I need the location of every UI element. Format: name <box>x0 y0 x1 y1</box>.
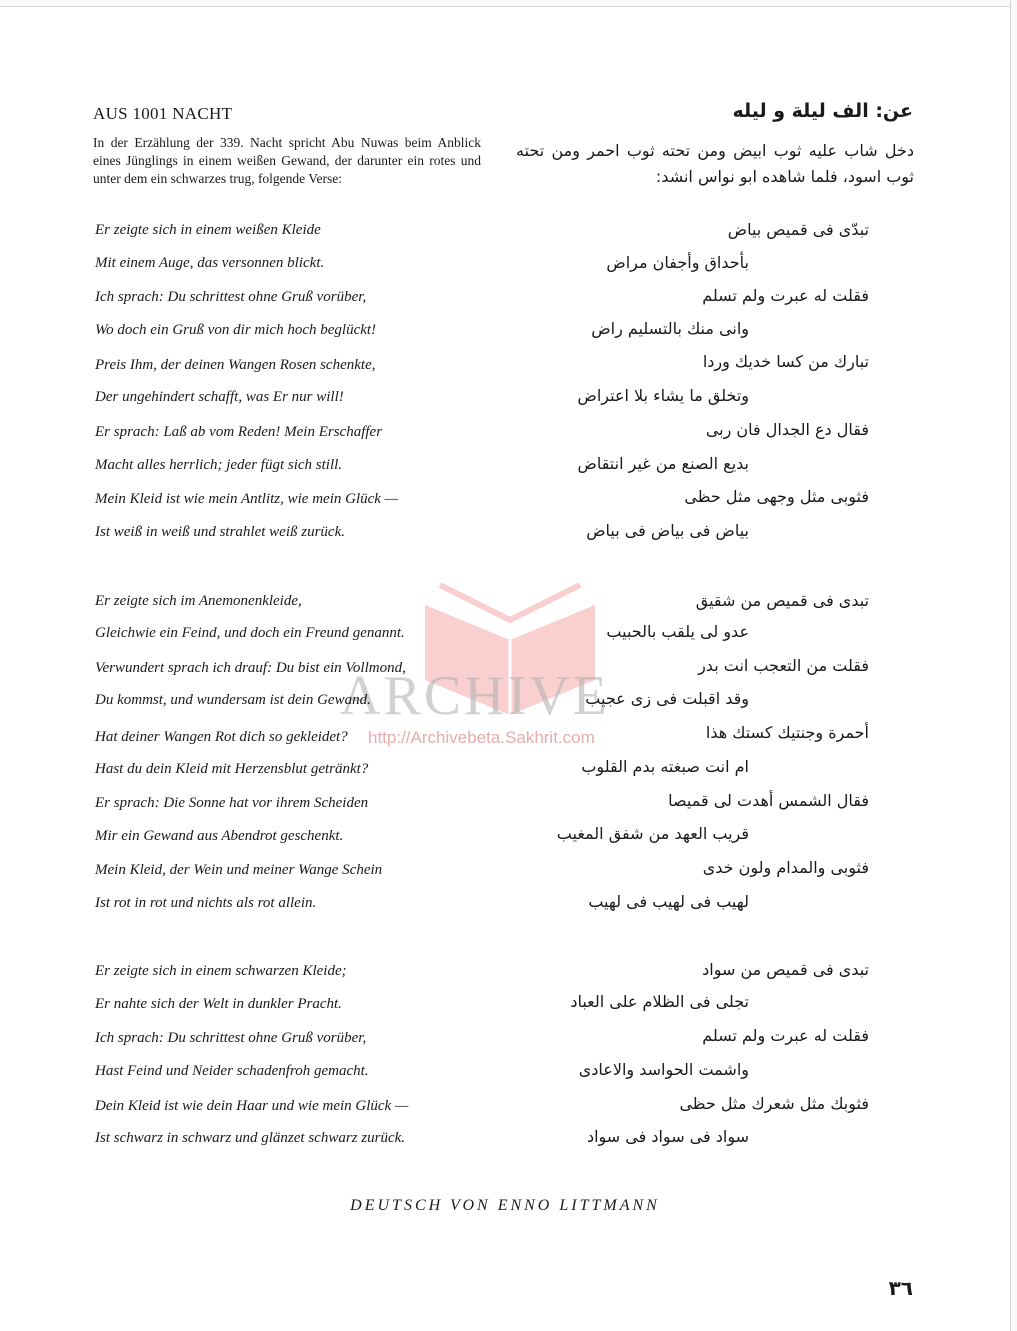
arabic-verse-line: وقد اقبلت فى زى عجيب <box>585 689 749 708</box>
german-verse-line: Hast Feind und Neider schadenfroh gemacht. <box>95 1063 369 1079</box>
german-verse-line: Er zeigte sich in einem schwarzen Kleide; <box>95 963 347 979</box>
german-verse-line: Er zeigte sich im Anemonenkleide, <box>95 593 302 609</box>
arabic-intro: دخل شاب عليه ثوب ابيض ومن تحته ثوب احمر ومن تحته ثوب اسود، فلما شاهده ابو نواس انشد: <box>516 141 914 186</box>
arabic-verse-line: لهيب فى لهيب فى لهيب <box>588 892 749 911</box>
german-verse-line: Du kommst, und wundersam ist dein Gewand. <box>95 692 371 708</box>
arabic-verse-line: تبدى فى قميص من سواد <box>702 960 869 979</box>
german-verse-line: Verwundert sprach ich drauf: Du bist ein Vollmond, <box>95 660 406 676</box>
arabic-verse-line: فقال دع الجدال فان ربى <box>705 420 869 439</box>
arabic-verse-line: سواد فى سواد فى سواد <box>586 1127 749 1146</box>
german-intro: In der Erzählung der 339. Nacht spricht Abu Nuwas beim Anblick eines Jünglings in einem weißen Gewand, der darunter ein rotes und unter dem ein schwarzes trug, folgende Verse: <box>93 135 481 187</box>
watermark-url: http://Archivebeta.Sakhrit.com <box>368 728 595 747</box>
german-verse-line: Mein Kleid, der Wein und meiner Wange Schein <box>95 862 383 878</box>
arabic-verse-line: فقلت له عبرت ولم تسلم <box>702 1026 869 1045</box>
german-verse-line: Dein Kleid ist wie dein Haar und wie mein Glück — <box>95 1098 409 1114</box>
translator-credit: DEUTSCH VON ENNO LITTMANN <box>350 1197 660 1214</box>
german-verse-line: Wo doch ein Gruß von dir mich hoch beglückt! <box>95 322 377 338</box>
german-verse-line: Gleichwie ein Feind, und doch ein Freund genannt. <box>95 625 405 641</box>
german-verse-line: Mein Kleid ist wie mein Antlitz, wie mein Glück — <box>95 491 399 507</box>
german-verse-line: Er zeigte sich in einem weißen Kleide <box>95 222 321 238</box>
german-verse-line: Ist schwarz in schwarz und glänzet schwarz zurück. <box>95 1130 406 1146</box>
scan-border-top <box>0 0 1017 7</box>
german-verse-line: Hast du dein Kleid mit Herzensblut getränkt? <box>95 761 369 777</box>
arabic-verse-line: فقال الشمس أهدت لى قميصا <box>668 791 869 810</box>
german-verse-line: Macht alles herrlich; jeder fügt sich still. <box>95 457 343 473</box>
german-verse-line: Hat deiner Wangen Rot dich so gekleidet? <box>95 729 348 745</box>
arabic-verse-line: أحمرة وجنتيك كستك هذا <box>705 723 869 742</box>
arabic-verse-line: تبارك من كسا خديك وردا <box>702 352 869 371</box>
arabic-title: عن: الف ليلة و ليله <box>732 100 913 122</box>
german-verse-line: Ich sprach: Du schrittest ohne Gruß vorüber, <box>95 1030 367 1046</box>
arabic-verse-line: فثوبى والمدام ولون خدى <box>702 858 869 877</box>
arabic-verse-line: بأحداق وأجفان مراض <box>606 253 749 272</box>
watermark-text: ARCHIVE <box>340 665 610 727</box>
german-verse-line: Mir ein Gewand aus Abendrot geschenkt. <box>95 828 344 844</box>
german-verse-line: Er sprach: Laß ab vom Reden! Mein Erschaffer <box>95 424 383 440</box>
scan-border-right <box>1010 0 1017 1331</box>
arabic-verse-line: بديع الصنع من غير انتقاض <box>577 454 749 473</box>
german-title: AUS 1001 NACHT <box>93 104 233 123</box>
arabic-verse-line: فثوبك مثل شعرك مثل حظى <box>679 1094 869 1113</box>
arabic-verse-line: فقلت من التعجب انت بدر <box>698 656 869 675</box>
german-verse-line: Der ungehindert schafft, was Er nur will! <box>95 389 344 405</box>
german-verse-line: Ich sprach: Du schrittest ohne Gruß vorüber, <box>95 289 367 305</box>
arabic-verse-line: تبدّى فى قميص بياض <box>727 220 869 239</box>
page-number: ٣٦ <box>888 1276 913 1300</box>
arabic-verse-line: واشمت الحواسد والاعادى <box>578 1060 749 1079</box>
german-verse-line: Er sprach: Die Sonne hat vor ihrem Scheiden <box>95 795 369 811</box>
arabic-verse-line: عدو لى يلقب بالحبيب <box>606 622 749 641</box>
arabic-verse-line: فثوبى مثل وجهى مثل حظى <box>684 487 869 506</box>
arabic-verse-line: بياض فى بياض فى بياض <box>586 521 749 540</box>
german-verse-line: Er nahte sich der Welt in dunkler Pracht. <box>95 996 342 1012</box>
arabic-verse-line: قريب العهد من شفق المغيب <box>556 824 749 843</box>
german-verse-line: Ist weiß in weiß und strahlet weiß zurück. <box>95 524 345 540</box>
german-verse-line: Preis Ihm, der deinen Wangen Rosen schenkte, <box>95 357 376 373</box>
arabic-verse-line: فقلت له عبرت ولم تسلم <box>702 286 869 305</box>
german-verse-line: Ist rot in rot und nichts als rot allein. <box>95 895 317 911</box>
arabic-verse-line: ام انت صبغته بدم القلوب <box>581 757 749 776</box>
arabic-verse-line: تبدى فى قميص من شقيق <box>695 591 869 610</box>
german-verse-line: Mit einem Auge, das versonnen blickt. <box>95 255 325 271</box>
arabic-verse-line: تجلى فى الظلام على العباد <box>570 992 749 1011</box>
arabic-verse-line: وتخلق ما يشاء بلا اعتراض <box>577 386 749 405</box>
arabic-verse-line: وانى منك بالتسليم راض <box>591 319 749 338</box>
